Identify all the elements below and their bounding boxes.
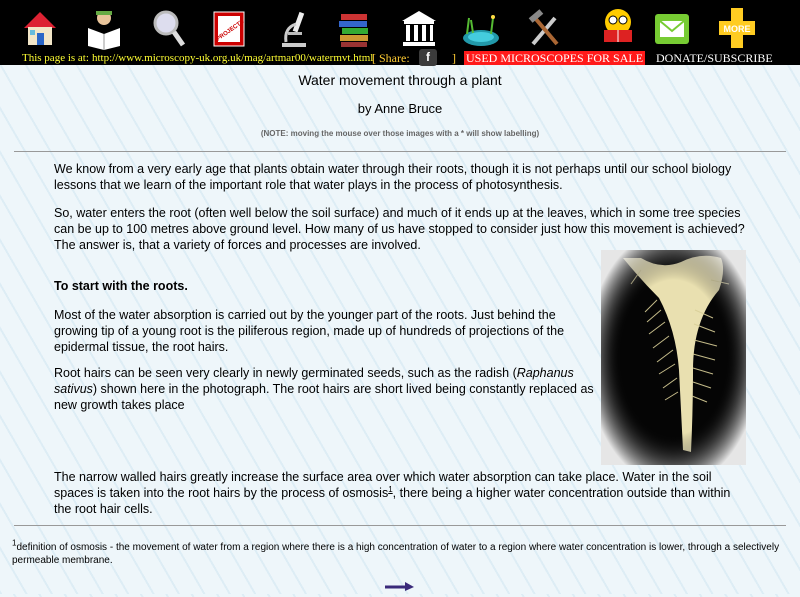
footnote-text: definition of osmosis - the movement of water from a region where there is a high concentration of water to a region where water concentration is lower, through a selectively permeable membrane.: [12, 542, 780, 566]
root-hair-image: [601, 250, 746, 465]
home-icon[interactable]: [20, 6, 60, 50]
url-line: [0, 52, 800, 65]
osmosis-text-b: , there being a higher water concentration outside than within the root hair cells.: [54, 486, 731, 516]
pond-icon[interactable]: [461, 6, 501, 50]
more-label: MORE: [723, 24, 751, 34]
top-navigation-bar: [0, 0, 800, 65]
magnifier-icon[interactable]: [149, 6, 189, 50]
root-hairs-paragraph: [54, 365, 599, 413]
osmosis-paragraph: [54, 469, 744, 517]
page-url[interactable]: http://www.microscopy-uk.org.uk/mag/artmar00/watermvt.html: [92, 52, 374, 64]
bottom-divider: [14, 525, 786, 526]
tools-icon[interactable]: [525, 6, 565, 50]
root-hairs-text-b: ) shown here in the photograph. The root hairs are short lived being constantly replaced as new growth takes place: [54, 382, 594, 412]
used-microscopes-link[interactable]: USED MICROSCOPES FOR SALE: [466, 51, 644, 65]
osmosis-text-a: The narrow walled hairs greatly increase the surface area over which water absorption can take place. Water in the soil spaces is taken into the root hairs by the process of osmosis: [54, 470, 712, 500]
footnote-number: 1: [12, 538, 17, 548]
share-close-bracket: ]: [452, 51, 456, 65]
nav-icon-row: [0, 6, 800, 50]
footnote-ref-link[interactable]: 1: [388, 484, 393, 494]
intro-paragraph: We know from a very early age that plants obtain water through their roots, though it is not perhaps until our school biology lessons that we learn of the important role that water plays in the process of photosynthesis.: [54, 162, 732, 192]
top-divider: [14, 151, 786, 152]
email-icon[interactable]: [652, 6, 692, 50]
root-hairs-text-a: Root hairs can be seen very clearly in newly germinated seeds, such as the radish (: [54, 366, 517, 380]
more-icon[interactable]: [717, 6, 757, 50]
museum-icon[interactable]: [399, 6, 439, 50]
projects-icon[interactable]: [210, 6, 250, 50]
page-title: Water movement through a plant: [298, 72, 502, 88]
species-name: Raphanus sativus: [54, 366, 574, 396]
author-byline: by Anne Bruce: [357, 101, 443, 116]
donate-subscribe-link[interactable]: DONATE/SUBSCRIBE: [656, 51, 773, 65]
microscope-icon[interactable]: [274, 6, 314, 50]
next-page-arrow-icon[interactable]: [383, 579, 415, 591]
page-at-label: This page is at:: [22, 52, 89, 64]
svg-text:PROJECTS: PROJECTS: [215, 19, 246, 43]
facebook-share-button[interactable]: f: [419, 49, 437, 66]
share-label: [ Share:: [372, 51, 410, 65]
books-icon[interactable]: [335, 6, 375, 50]
absorption-paragraph: Most of the water absorption is carried out by the younger part of the roots. Just behind the growing tip of a young root is the piliferous region, made up of hundreds of projections of the epidermal tissue, the root hairs.: [54, 308, 565, 354]
hover-note: (NOTE: moving the mouse over those images with a * will show labelling): [260, 129, 540, 138]
radish-root-photo[interactable]: [601, 250, 746, 465]
section-heading-roots: To start with the roots.: [54, 279, 188, 293]
reading-emoji-icon[interactable]: [598, 6, 638, 50]
reader-icon[interactable]: [84, 6, 124, 50]
second-paragraph: So, water enters the root (often well below the soil surface) and much of it ends up at the leaves, which in some tree species can be up to 100 metres above ground level. How many of us have stopped to consider just how this movement is achieved? The answer is, that a variety of forces and processes are involved.: [54, 206, 745, 252]
footnote: [12, 538, 782, 567]
